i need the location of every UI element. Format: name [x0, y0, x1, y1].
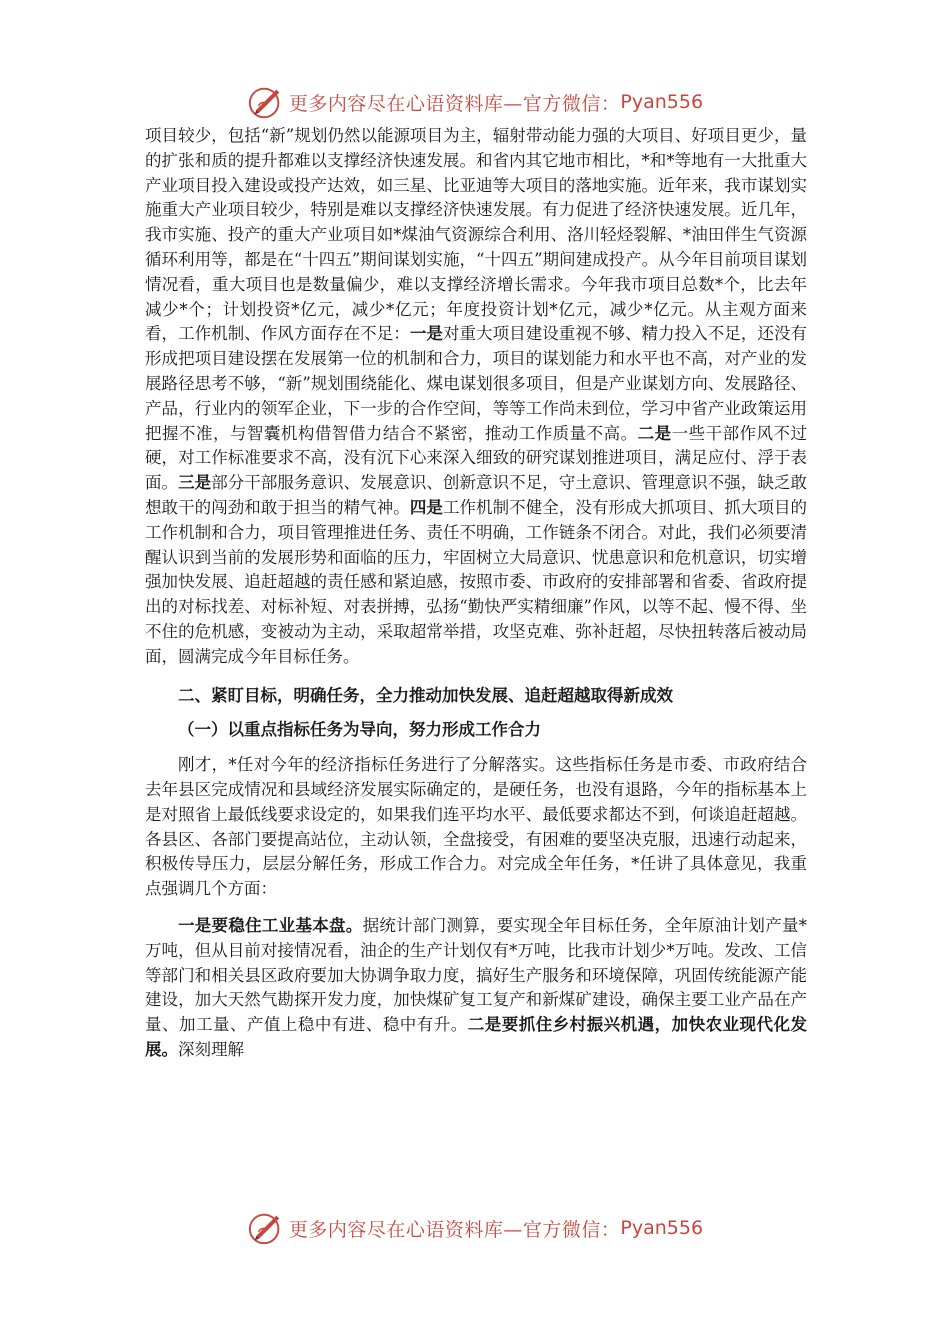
- pen-logo-icon: [247, 1209, 285, 1247]
- paragraph-indicators: 刚才，*任对今年的经济指标任务进行了分解落实。这些指标任务是市委、市政府结合去年县区完成情况和县域经济发展实际确定的，是硬任务，也没有退路，今年的指标基本上是对照省上最低线要求设定的，如果我们连平均水平、最低要求都达不到，何谈追赶超越。各县区、各部门要提高站位，主动认领，全盘接受，有困难的要坚决克服，迅速行动起来，积极传导压力，层层分解任务，形成工作合力。对完成全年任务，*任讲了具体意见，我重点强调几个方面：: [145, 755, 807, 899]
- pen-logo-icon: [247, 83, 285, 121]
- paragraph-continued: 项目较少，包括“新”规划仍然以能源项目为主，辐射带动能力强的大项目、好项目更少，量的扩张和质的提升都难以支撑经济快速发展。和省内其它地市相比，*和*等地有一大批重大产业项目投入建设或投产达效，如三星、比亚迪等大项目的落地实施。近年来，我市谋划实施重大产业项目较少，特别是难以支撑经济快速发展。有力促进了经济快速发展。近几年，我市实施、投产的重大产业项目如*煤油气资源综合利用、洛川轻烃裂解、*油田伴生气资源循环利用等，都是在“十四五”期间谋划实施，“十四五”期间建成投产。从今年目前项目谋划情况看，重大项目也是数量偏少，难以支撑经济增长需求。今年我市项目总数*个，比去年减少*个；计划投资*亿元，减少*亿元；年度投资计划*亿元，减少*亿元。从主观方面来看，工作机制、作风方面存在不足：一是对重大项目建设重视不够、精力投入不足，还没有形成把项目建设摆在发展第一位的机制和合力，项目的谋划能力和水平也不高，对产业的发展路径思考不够，“新”规划围绕能化、煤电谋划很多项目，但是产业谋划方向、发展路径、产品，行业内的领军企业，下一步的合作空间，等等工作尚未到位，学习中省产业政策运用把握不准，与智囊机构借智借力结合不紧密，推动工作质量不高。二是一些干部作风不过硬，对工作标准要求不高，没有沉下心来深入细致的研究谋划推进项目，满足应付、浮于表面。三是部分干部服务意识、发展意识、创新意识不足，守土意识、管理意识不强，缺乏敢想敢干的闯劲和敢于担当的精气神。四是工作机制不健全，没有形成大抓项目、抓大项目的工作机制和合力，项目管理推进任务、责任不明确，工作链条不闭合。对此，我们必须要清醒认识到当前的发展形势和面临的压力，牢固树立大局意识、忧患意识和危机意识，切实增强加快发展、追赶超越的责任感和紧迫感，按照市委、市政府的安排部署和省委、省政府提出的对标找差、对标补短、对表拼搏，弘扬“勤快严实精细廉”作风，以等不起、慢不得、坐不住的危机感，变被动为主动，采取超常举措，攻坚克难、弥补赶超，尽快扭转落后被动局面，圆满完成今年目标任务。: [145, 126, 808, 666]
- banner-text: 更多内容尽在心语资料库—官方微信：: [288, 1218, 621, 1241]
- subsection-heading-1: （一）以重点指标任务为导向，努力形成工作合力: [178, 720, 541, 740]
- footer-watermark-banner: [0, 1208, 950, 1248]
- section-heading-2: 二、紧盯目标，明确任务，全力推动加快发展、追赶超越取得新成效: [178, 685, 673, 705]
- banner-wechat-id: Pyan556: [620, 1217, 704, 1239]
- document-body: [145, 124, 807, 1063]
- banner-wechat-id: Pyan556: [620, 91, 704, 113]
- header-watermark-banner: [0, 82, 950, 122]
- banner-text: 更多内容尽在心语资料库—官方微信：: [288, 92, 621, 115]
- paragraph-industry: 一是要稳住工业基本盘。据统计部门测算，要实现全年目标任务，全年原油计划产量*万吨，但从目前对接情况看，油企的生产计划仅有*万吨，比我市计划少*万吨。发改、工信等部门和相关县区政府要加大协调争取力度，搞好生产服务和环境保障，巩固传统能源产能建设，加大天然气勘探开发力度，加快煤矿复工复产和新煤矿建设，确保主要工业产品在产量、加工量、产值上稳中有进、稳中有升。二是要抓住乡村振兴机遇，加快农业现代化发展。深刻理解: [145, 915, 808, 1059]
